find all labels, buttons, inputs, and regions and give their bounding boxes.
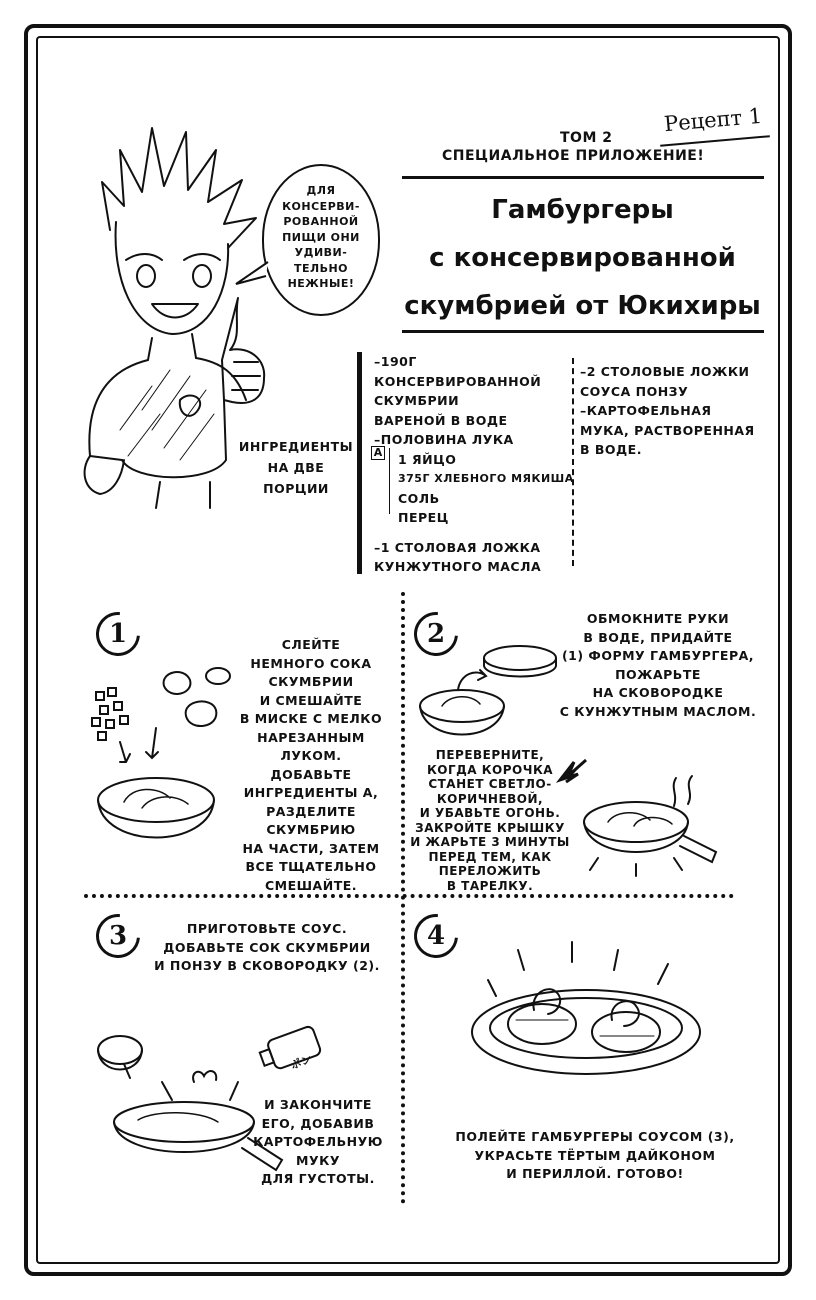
step-3-line: МУКУ bbox=[296, 1152, 340, 1168]
step-2-line: С КУНЖУТНЫМ МАСЛОМ. bbox=[559, 703, 757, 719]
step-1-line: СМЕШАЙТЕ. bbox=[264, 877, 358, 893]
step-1-line: СЛЕЙТЕ bbox=[281, 637, 341, 652]
step-1-number: 1 bbox=[87, 603, 149, 665]
ingredient-line: СКУМБРИИ bbox=[374, 393, 460, 408]
step-3-text-a bbox=[136, 920, 398, 976]
speech-line: ПИЩИ ОНИ bbox=[282, 230, 360, 244]
bottle-label: ポン bbox=[288, 1052, 314, 1073]
step-2-line: В ТАРЕЛКУ. bbox=[446, 878, 534, 893]
step-1-line: ВСЕ ТЩАТЕЛЬНО bbox=[245, 859, 377, 874]
step-3-number: 3 bbox=[87, 905, 149, 967]
speech-bubble-tail bbox=[234, 258, 270, 288]
step-divider-horizontal bbox=[84, 894, 734, 898]
ingredient-line: –ПОЛОВИНА ЛУКА bbox=[374, 432, 514, 447]
ingredients-divider bbox=[572, 358, 574, 566]
step-2-line: И ЖАРЬТЕ 3 МИНУТЫ bbox=[410, 835, 570, 849]
step-4-line: ПОЛЕЙТЕ ГАМБУРГЕРЫ СОУСОМ (3), bbox=[455, 1129, 735, 1144]
step-1-line: В МИСКЕ С МЕЛКО bbox=[239, 711, 383, 726]
ingredients-list-main bbox=[374, 352, 574, 577]
step-2-line: ПЕРЕЛОЖИТЬ bbox=[438, 864, 542, 878]
step-2-line: КОРИЧНЕВОЙ, bbox=[436, 791, 544, 806]
step-2-line: НА СКОВОРОДКЕ bbox=[592, 685, 724, 700]
ingredient-line: ВАРЕНОЙ В ВОДЕ bbox=[374, 412, 508, 428]
step-divider-vertical bbox=[401, 592, 405, 1204]
step-1-line: НА ЧАСТИ, ЗАТЕМ bbox=[242, 840, 380, 856]
speech-line: ДЛЯ bbox=[306, 184, 336, 197]
step-3-line: ПРИГОТОВЬТЕ СОУС. bbox=[186, 921, 348, 936]
step-1-line: И СМЕШАЙТЕ bbox=[259, 692, 363, 708]
step-2-number: 2 bbox=[405, 603, 467, 665]
step-2-line: ПЕРЕД ТЕМ, КАК bbox=[428, 849, 552, 864]
step-2-line: И УБАВЬТЕ ОГОНЬ. bbox=[419, 806, 561, 820]
ingredients-bar bbox=[357, 352, 362, 574]
step-4-text bbox=[420, 1128, 770, 1184]
ingredient-line: –2 СТОЛОВЫЕ ЛОЖКИ bbox=[580, 364, 750, 379]
ingredients-label-line: ПОРЦИИ bbox=[263, 481, 329, 496]
recipe-tag: Рецепт 1 bbox=[663, 103, 763, 137]
step-2-line: ОБМОКНИТЕ РУКИ bbox=[586, 611, 730, 626]
step-2-shaping-illustration bbox=[414, 640, 564, 750]
step-1-line: ИНГРЕДИЕНТЫ А, bbox=[243, 785, 379, 800]
title-line-1: Гамбургеры bbox=[491, 195, 674, 225]
step-1-illustration bbox=[86, 662, 236, 876]
ingredient-group-a-label: A bbox=[371, 446, 385, 460]
speech-line: УДИВИ- bbox=[294, 246, 348, 259]
ingredient-line: КУНЖУТНОГО МАСЛА bbox=[374, 559, 542, 574]
step-2-text-b bbox=[402, 748, 578, 893]
ingredient-line: КОНСЕРВИРОВАННОЙ bbox=[374, 373, 542, 389]
step-1-line: РАЗДЕЛИТЕ bbox=[266, 803, 356, 819]
ingredient-group-item: 375Г ХЛЕБНОГО МЯКИША bbox=[398, 472, 574, 485]
recipe-title bbox=[400, 186, 765, 330]
speech-line: РОВАННОЙ bbox=[283, 215, 359, 228]
ingredient-line: –190Г bbox=[374, 354, 417, 369]
step-4-number: 4 bbox=[405, 905, 467, 967]
speech-text bbox=[270, 183, 372, 292]
speech-line: ТЕЛЬНО bbox=[293, 261, 349, 275]
step-1-text bbox=[226, 636, 396, 895]
ingredient-group-item: 1 ЯЙЦО bbox=[398, 451, 457, 467]
ingredient-line: –КАРТОФЕЛЬНАЯ bbox=[580, 403, 712, 418]
step-4-line: И ПЕРИЛЛОЙ. ГОТОВО! bbox=[506, 1166, 684, 1181]
ingredient-group-item: СОЛЬ bbox=[398, 490, 440, 506]
step-2-line: В ВОДЕ, ПРИДАЙТЕ bbox=[583, 629, 733, 645]
ingredients-label-line: ИНГРЕДИЕНТЫ bbox=[238, 439, 354, 454]
step-1-line: ДОБАВЬТЕ bbox=[270, 766, 352, 782]
volume-label: ТОМ 2 bbox=[560, 130, 613, 146]
step-3-text-b bbox=[240, 1096, 396, 1189]
ingredient-group-bracket bbox=[389, 448, 395, 514]
step-4-line: УКРАСЬТЕ ТЁРТЫМ ДАЙКОНОМ bbox=[474, 1147, 716, 1163]
ingredient-line: СОУСА ПОНЗУ bbox=[580, 383, 689, 399]
ingredient-group-item: ПЕРЕЦ bbox=[398, 510, 449, 525]
step-2-frying-illustration bbox=[580, 770, 730, 880]
step-2-text-a bbox=[548, 610, 768, 721]
step-3-line: ЕГО, ДОБАВИВ bbox=[261, 1115, 375, 1131]
ingredient-line: МУКА, РАСТВОРЕННАЯ bbox=[580, 422, 755, 438]
step-2-line: ПОЖАРЬТЕ bbox=[615, 666, 701, 682]
step-2-line: КОГДА КОРОЧКА bbox=[426, 762, 554, 777]
ingredients-label-line: НА ДВЕ bbox=[267, 460, 325, 475]
ingredient-line: –1 СТОЛОВАЯ ЛОЖКА bbox=[374, 539, 541, 555]
special-appendix-label: СПЕЦИАЛЬНОЕ ПРИЛОЖЕНИЕ! bbox=[442, 148, 705, 164]
ingredients-list-secondary bbox=[580, 362, 755, 460]
step-4-illustration bbox=[468, 940, 704, 1080]
step-2-line: ПЕРЕВЕРНИТЕ, bbox=[435, 748, 545, 762]
ingredient-line: В ВОДЕ. bbox=[580, 442, 642, 457]
step-2-line: (1) ФОРМУ ГАМБУРГЕРА, bbox=[561, 648, 755, 663]
title-line-3: скумбрией от Юкихиры bbox=[404, 291, 761, 321]
step-3-line: И ПОНЗУ В СКОВОРОДКУ (2). bbox=[154, 958, 380, 973]
step-3-line: И ЗАКОНЧИТЕ bbox=[264, 1097, 372, 1112]
speech-line: КОНСЕРВИ- bbox=[282, 199, 360, 213]
step-3-line: ДЛЯ ГУСТОТЫ. bbox=[261, 1171, 375, 1186]
step-3-line: КАРТОФЕЛЬНУЮ bbox=[253, 1134, 383, 1149]
title-bottom-rule bbox=[402, 330, 764, 333]
step-2-line: ЗАКРОЙТЕ КРЫШКУ bbox=[415, 820, 565, 835]
title-line-2: с консервированной bbox=[429, 243, 736, 273]
step-1-line: СКУМБРИЮ bbox=[266, 822, 356, 837]
step-1-line: НАРЕЗАННЫМ ЛУКОМ. bbox=[257, 729, 365, 763]
speech-line: НЕЖНЫЕ! bbox=[287, 277, 355, 290]
ingredients-label bbox=[236, 436, 356, 499]
title-top-rule bbox=[402, 176, 764, 179]
step-1-line: СКУМБРИИ bbox=[268, 674, 354, 689]
step-3-line: ДОБАВЬТЕ СОК СКУМБРИИ bbox=[163, 939, 371, 955]
step-1-line: НЕМНОГО СОКА bbox=[250, 655, 372, 671]
step-2-line: СТАНЕТ СВЕТЛО- bbox=[428, 777, 552, 791]
